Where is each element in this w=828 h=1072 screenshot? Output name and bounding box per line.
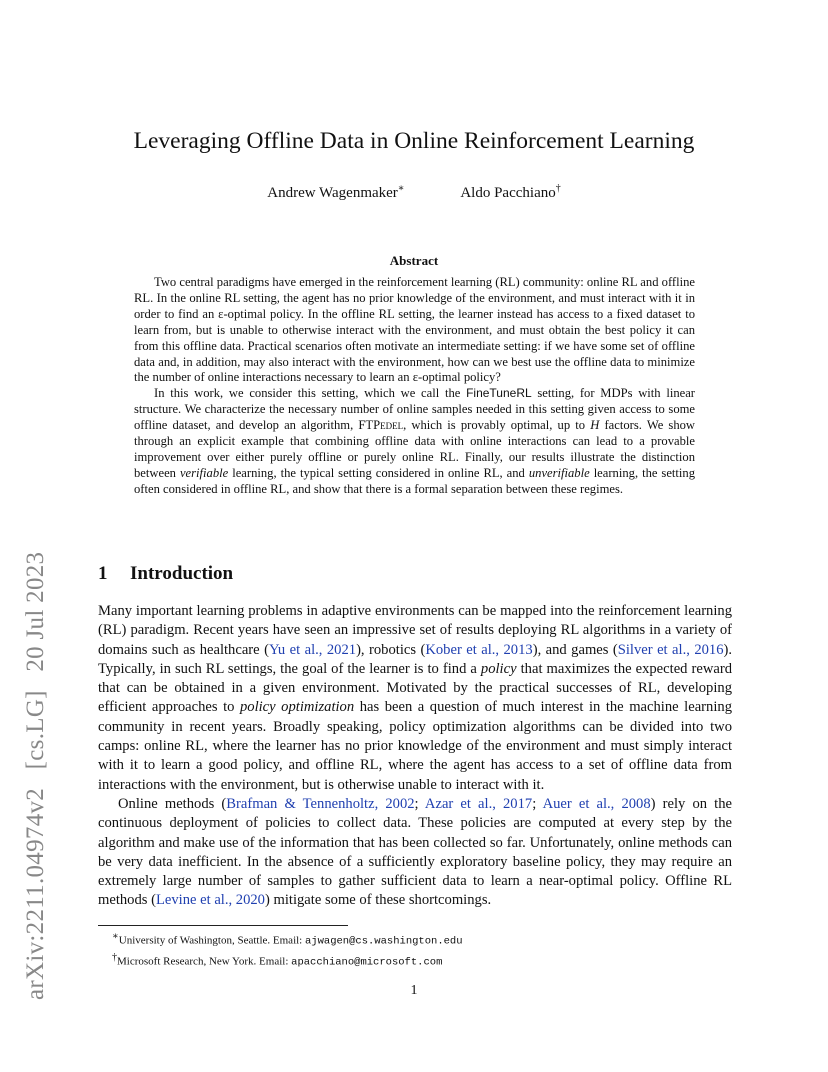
citation-silver[interactable]: Silver et al., 2016 — [617, 641, 724, 658]
arxiv-date: 20 Jul 2023 — [22, 551, 49, 672]
author-list — [0, 183, 828, 202]
author-2 — [460, 183, 560, 202]
arxiv-stamp — [22, 540, 50, 1000]
author-2-name: Aldo Pacchiano — [460, 185, 556, 201]
setting-name: FineTuneRL — [466, 386, 532, 401]
section-number: 1 — [98, 563, 108, 584]
abstract-paragraph-1: Two central paradigms have emerged in the reinforcement learning (RL) community: online RL and offline RL. In the online RL setting, the agent has no prior knowledge of the environment, and must interact with it in order to find an ε-optimal policy. In the offline RL setting, the learner instead has access to a fixed dataset to learn from, but is unable to otherwise interact with the environment, and must obtain the best policy it can from this offline data. Practical scenarios often motivate an intermediate setting: if we have some set of offline data and, in addition, may also interact with the environment, how can we best use the offline data to minimize the number of online interactions necessary to learn an ε-optimal policy? — [134, 275, 695, 385]
author-1-mark[interactable]: ∗ — [397, 183, 405, 194]
author-2-mark[interactable]: † — [555, 183, 561, 194]
author-1-name: Andrew Wagenmaker — [267, 185, 398, 201]
footnotes — [112, 929, 732, 970]
citation-yu[interactable]: Yu et al., 2021 — [268, 641, 357, 658]
arxiv-id[interactable]: arXiv:2211.04974v2 — [22, 787, 49, 1000]
horizon-symbol: H — [590, 418, 600, 433]
algorithm-name: FTPedel — [358, 418, 404, 433]
abstract-heading: Abstract — [389, 253, 439, 268]
intro-paragraph-2: Online methods (Brafman & Tennenholtz, 2002; Azar et al., 2017; Auer et al., 2008) rely on the continuous deployment of policies to collect data. These policies are computed at every step by the algorithm and make use of the information that has been collected so far. Unfortunately, online methods can be very data inefficient. In the absence of a sufficiently exploratory baseline policy, they may require an extremely large number of samples to gather sufficient data to learn a near-optimal policy. Offline RL methods (Levine et al., 2020) mitigate some of these shortcomings. — [98, 795, 732, 909]
abstract-paragraph-2: In this work, we consider this setting, which we call the FineTuneRL setting, for MDPs with linear structure. We characterize the necessary number of online samples needed in this setting given access to some offline dataset, and develop an algorithm, FTPedel, which is provably optimal, up to H factors. We show through an explicit example that combining offline data with online interactions can lead to a provable improvement over either purely offline or purely online RL. Finally, our results illustrate the distinction between verifiable learning, the typical setting considered in online RL, and unverifiable learning, the setting often considered in offline RL, and show that there is a formal separation between these regimes. — [134, 386, 696, 496]
intro-body — [98, 602, 732, 911]
citation-auer[interactable]: Auer et al., 2008 — [542, 795, 651, 812]
abstract-body — [134, 275, 695, 498]
citation-azar[interactable]: Azar et al., 2017 — [424, 795, 533, 812]
section-heading — [98, 563, 233, 585]
citation-brafman[interactable]: Brafman & Tennenholtz, 2002 — [226, 795, 415, 812]
footnote-2: †Microsoft Research, New York. Email: apacchiano@microsoft.com — [112, 951, 443, 969]
footnote-1: ∗University of Washington, Seattle. Email: ajwagen@cs.washington.edu — [112, 931, 463, 948]
author-1 — [267, 183, 404, 202]
intro-paragraph-1: Many important learning problems in adaptive environments can be mapped into the reinforcement learning (RL) paradigm. Recent years have seen an impressive set of results deploying RL algorithms in a variety of domains such as healthcare (Yu et al., 2021), robotics (Kober et al., 2013), and games (Silver et al., 2016). Typically, in such RL settings, the goal of the learner is to find a policy that maximizes the expected reward that can be obtained in a given environment. Motivated by the practical successes of RL, developing efficient approaches to policy optimization has been a question of much interest in the machine learning community in recent years. Broadly speaking, policy optimization algorithms can be divided into two camps: online RL, where the learner has no prior knowledge of the environment and must simply interact with it to learn a good policy, and offline RL, where the agent has access to a set of offline data from interactions with the environment, but is otherwise unable to interact with it. — [98, 603, 733, 793]
citation-levine[interactable]: Levine et al., 2020 — [155, 892, 265, 909]
email-2[interactable]: apacchiano@microsoft.com — [291, 956, 443, 969]
paper-title: Leveraging Offline Data in Online Reinforcement Learning — [133, 128, 695, 154]
footnote-rule — [98, 925, 348, 926]
citation-kober[interactable]: Kober et al., 2013 — [425, 641, 533, 658]
section-title: Introduction — [130, 563, 234, 584]
email-1[interactable]: ajwagen@cs.washington.edu — [305, 935, 463, 948]
arxiv-category: [cs.LG] — [22, 690, 49, 770]
page-number: 1 — [410, 983, 418, 998]
